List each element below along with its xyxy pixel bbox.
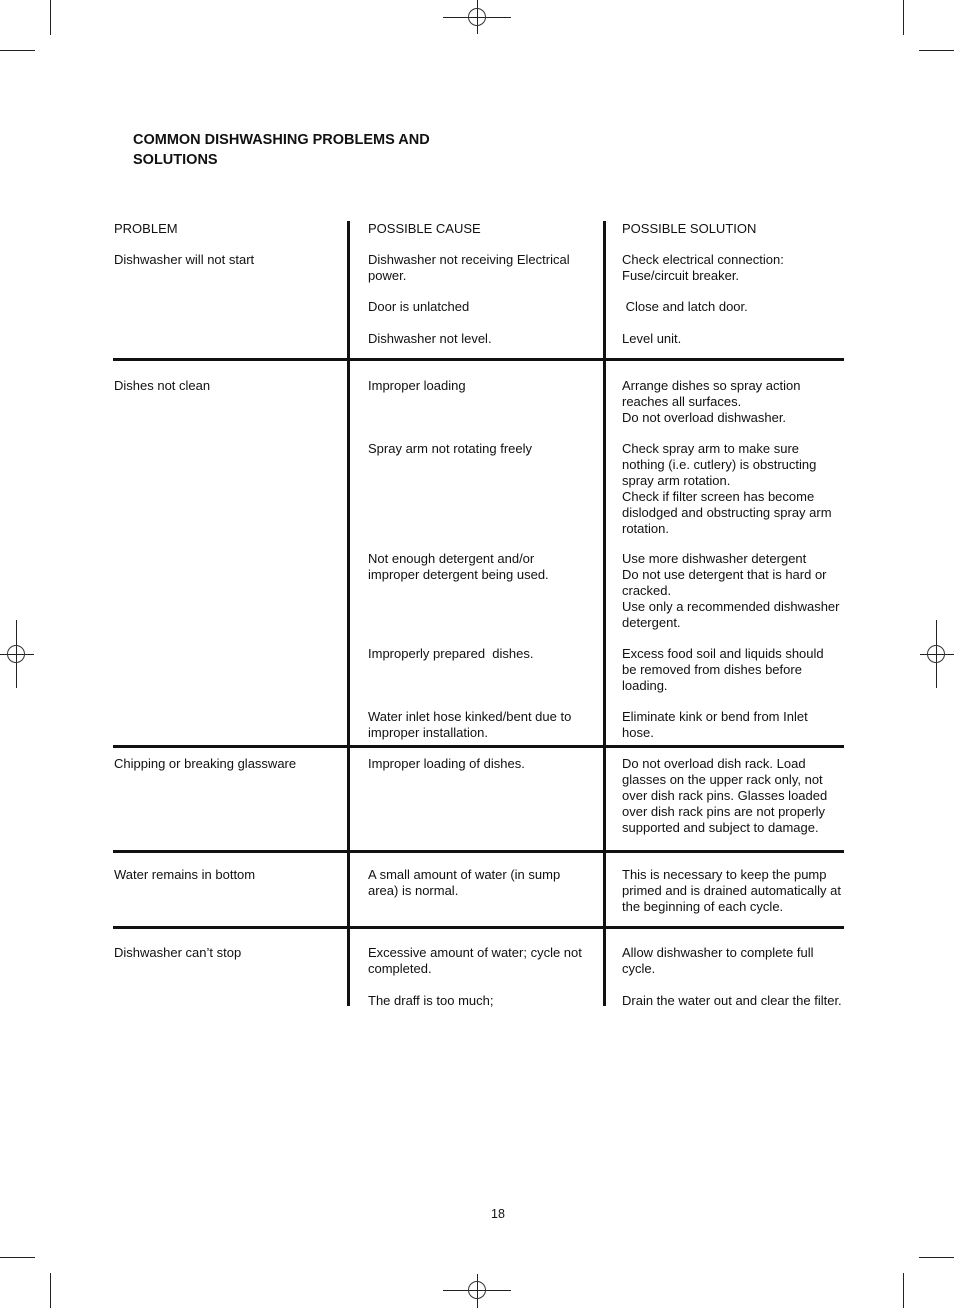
solution-cell: Drain the water out and clear the filter.	[622, 993, 842, 1008]
solution-cell: Level unit.	[622, 331, 682, 346]
header-cause: POSSIBLE CAUSE	[368, 221, 481, 236]
cause-cell: Dishwasher not receiving Electrical power.	[368, 252, 570, 283]
solution-cell: Check spray arm to make sure nothing (i.e. cutlery) is obstructing spray arm rotation. Check if filter screen has become dislodged and obstructing spray arm rotation.	[622, 441, 832, 536]
crop-mark	[0, 1257, 35, 1258]
crop-mark	[903, 0, 904, 35]
solution-cell: Do not overload dish rack. Load glasses on the upper rack only, not over dish rack pins. Glasses loaded over dish rack pins are not properly supported and subject to damage.	[622, 756, 828, 835]
column-divider	[603, 221, 606, 1006]
row-divider	[113, 926, 844, 929]
solution-cell: Excess food soil and liquids should be removed from dishes before loading.	[622, 646, 824, 693]
crop-mark	[919, 50, 954, 51]
header-problem: PROBLEM	[114, 221, 178, 236]
problem-cell: Dishes not clean	[114, 378, 211, 393]
solution-cell: Use more dishwasher detergent Do not use detergent that is hard or cracked. Use only a recommended dishwasher detergent.	[622, 551, 840, 630]
cause-cell: Not enough detergent and/or improper detergent being used.	[368, 551, 549, 582]
solution-cell: This is necessary to keep the pump primed and is drained automatically at the beginning of each cycle.	[622, 867, 841, 914]
page-number: 18	[491, 1207, 505, 1221]
cause-cell: Excessive amount of water; cycle not completed.	[368, 945, 582, 976]
solution-cell: Allow dishwasher to complete full cycle.	[622, 945, 814, 976]
registration-mark	[468, 1281, 486, 1299]
header-solution: POSSIBLE SOLUTION	[622, 221, 757, 236]
cause-cell: Improperly prepared dishes.	[368, 646, 534, 661]
registration-mark	[468, 8, 486, 26]
crop-mark	[0, 50, 35, 51]
crop-mark	[919, 1257, 954, 1258]
problem-cell: Dishwasher can’t stop	[114, 945, 242, 960]
column-divider	[347, 221, 350, 1006]
cause-cell: Improper loading	[368, 378, 466, 393]
cause-cell: Water inlet hose kinked/bent due to improper installation.	[368, 709, 572, 740]
crop-mark	[50, 0, 51, 35]
crop-mark	[903, 1273, 904, 1308]
problem-cell: Water remains in bottom	[114, 867, 256, 882]
cause-cell: Door is unlatched	[368, 299, 470, 314]
cause-cell: Spray arm not rotating freely	[368, 441, 533, 456]
solution-cell: Eliminate kink or bend from Inlet hose.	[622, 709, 808, 740]
row-divider	[113, 745, 844, 748]
solution-cell: Close and latch door.	[622, 299, 748, 314]
cause-cell: Improper loading of dishes.	[368, 756, 525, 771]
cause-cell: A small amount of water (in sump area) is normal.	[368, 867, 561, 898]
problem-cell: Dishwasher will not start	[114, 252, 255, 267]
registration-mark	[7, 645, 25, 663]
cause-cell: Dishwasher not level.	[368, 331, 492, 346]
cause-cell: The draff is too much;	[368, 993, 494, 1008]
solution-cell: Check electrical connection: Fuse/circuit breaker.	[622, 252, 784, 283]
page-heading: COMMON DISHWASHING PROBLEMS AND SOLUTIONS	[133, 132, 430, 168]
row-divider	[113, 358, 844, 361]
registration-mark	[927, 645, 945, 663]
crop-mark	[50, 1273, 51, 1308]
solution-cell: Arrange dishes so spray action reaches all surfaces. Do not overload dishwasher.	[622, 378, 801, 425]
row-divider	[113, 850, 844, 853]
problem-cell: Chipping or breaking glassware	[114, 756, 297, 771]
